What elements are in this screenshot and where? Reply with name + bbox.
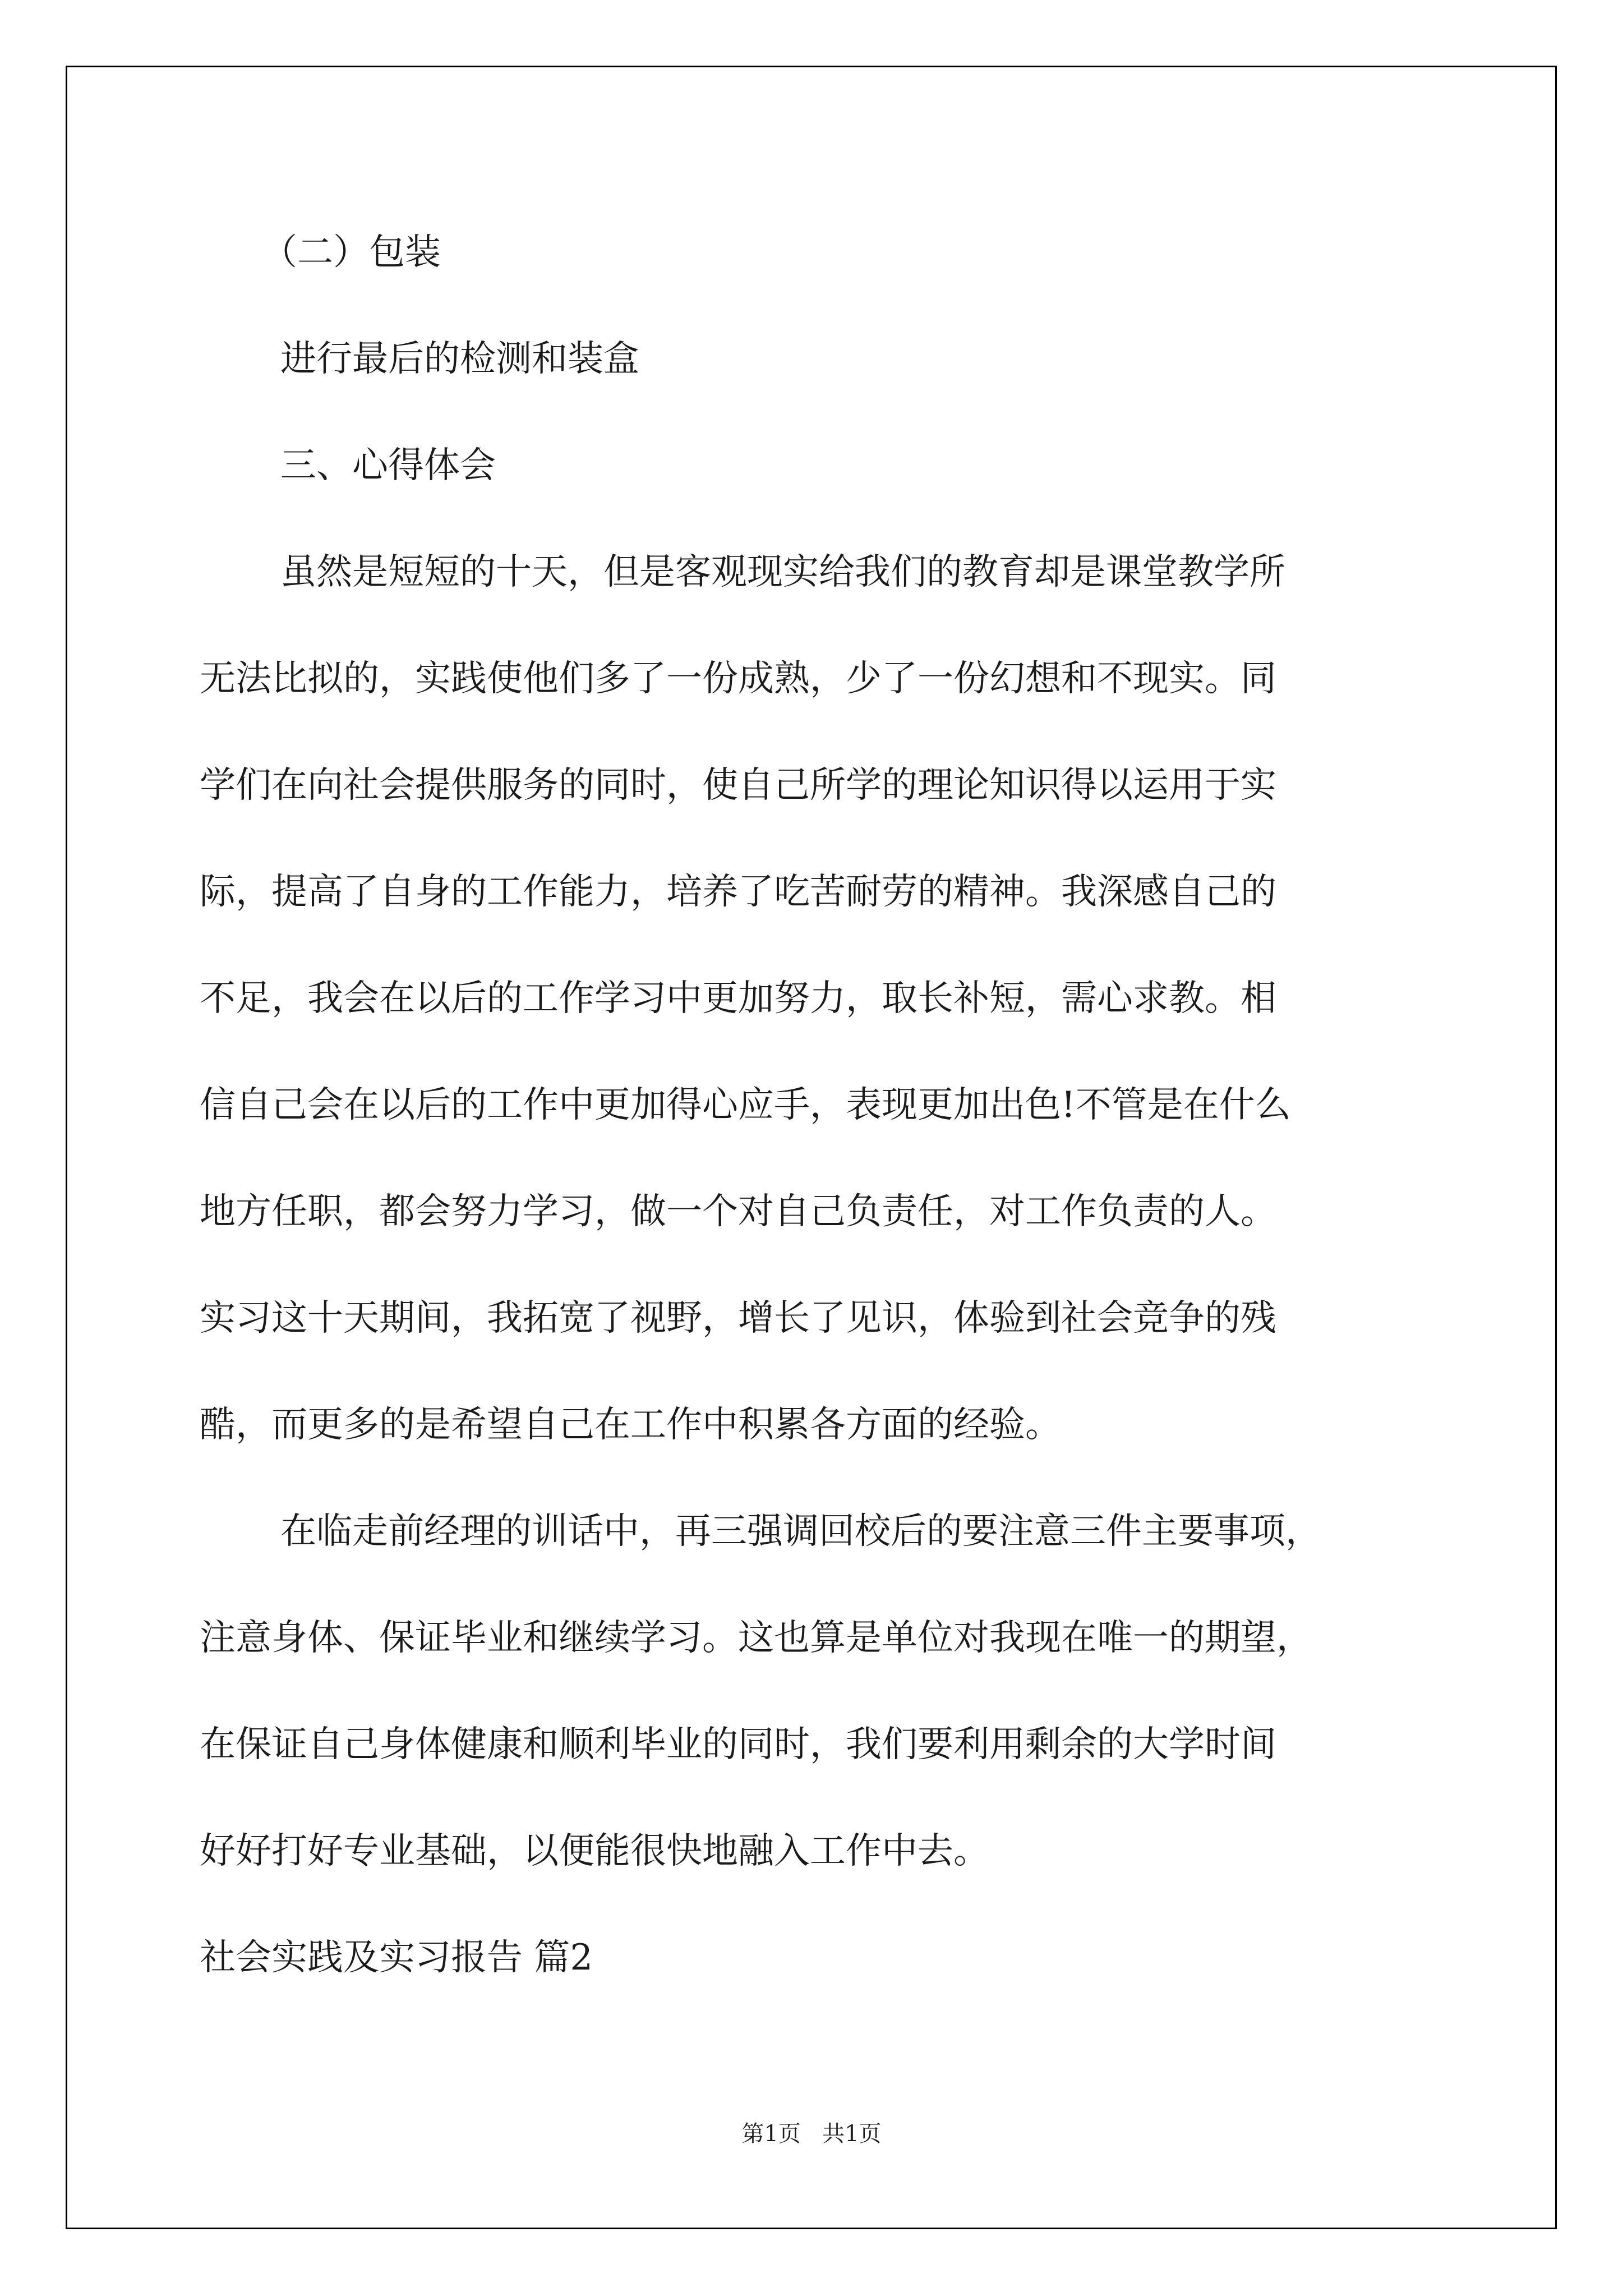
page-number: 第1页 <box>741 2121 801 2147</box>
body-line: 际，提高了自身的工作能力，培养了吃苦耐劳的精神。我深感自己的 <box>200 871 1276 913</box>
body-line: 实习这十天期间，我拓宽了视野，增长了见识，体验到社会竞争的残 <box>200 1297 1276 1339</box>
body-line: 学们在向社会提供服务的同时，使自己所学的理论知识得以运用于实 <box>200 765 1276 806</box>
body-line: 不足，我会在以后的工作学习中更加努力，取长补短，需心求教。相 <box>200 978 1276 1019</box>
section-heading: 三、心得体会 <box>280 445 496 486</box>
body-line: 信自己会在以后的工作中更加得心应手，表现更加出色!不管是在什么 <box>200 1084 1291 1126</box>
body-line: 虽然是短短的十天，但是客观现实给我们的教育却是课堂教学所 <box>280 551 1285 593</box>
body-line: 在临走前经理的训话中，再三强调回校后的要注意三件主要事项， <box>280 1511 1321 1552</box>
body-line: 在保证自己身体健康和顺利毕业的同时，我们要利用剩余的大学时间 <box>200 1724 1276 1765</box>
page-total: 共1页 <box>822 2121 882 2147</box>
body-line: 酷，而更多的是希望自己在工作中积累各方面的经验。 <box>200 1404 1061 1446</box>
subsection-heading: （二）包装 <box>261 232 441 273</box>
body-line: 地方任职，都会努力学习，做一个对自己负责任，对工作负责的人。 <box>200 1191 1276 1232</box>
body-line: 无法比拟的，实践使他们多了一份成熟，少了一份幻想和不现实。同 <box>200 658 1276 700</box>
body-line: 好好打好专业基础，以便能很快地融入工作中去。 <box>200 1830 989 1872</box>
body-line: 注意身体、保证毕业和继续学习。这也算是单位对我现在唯一的期望， <box>200 1617 1312 1659</box>
page-footer <box>0 2120 1623 2148</box>
page-border <box>66 66 1557 2229</box>
article-title: 社会实践及实习报告 篇2 <box>200 1937 593 1978</box>
body-line: 进行最后的检测和装盒 <box>280 338 639 380</box>
